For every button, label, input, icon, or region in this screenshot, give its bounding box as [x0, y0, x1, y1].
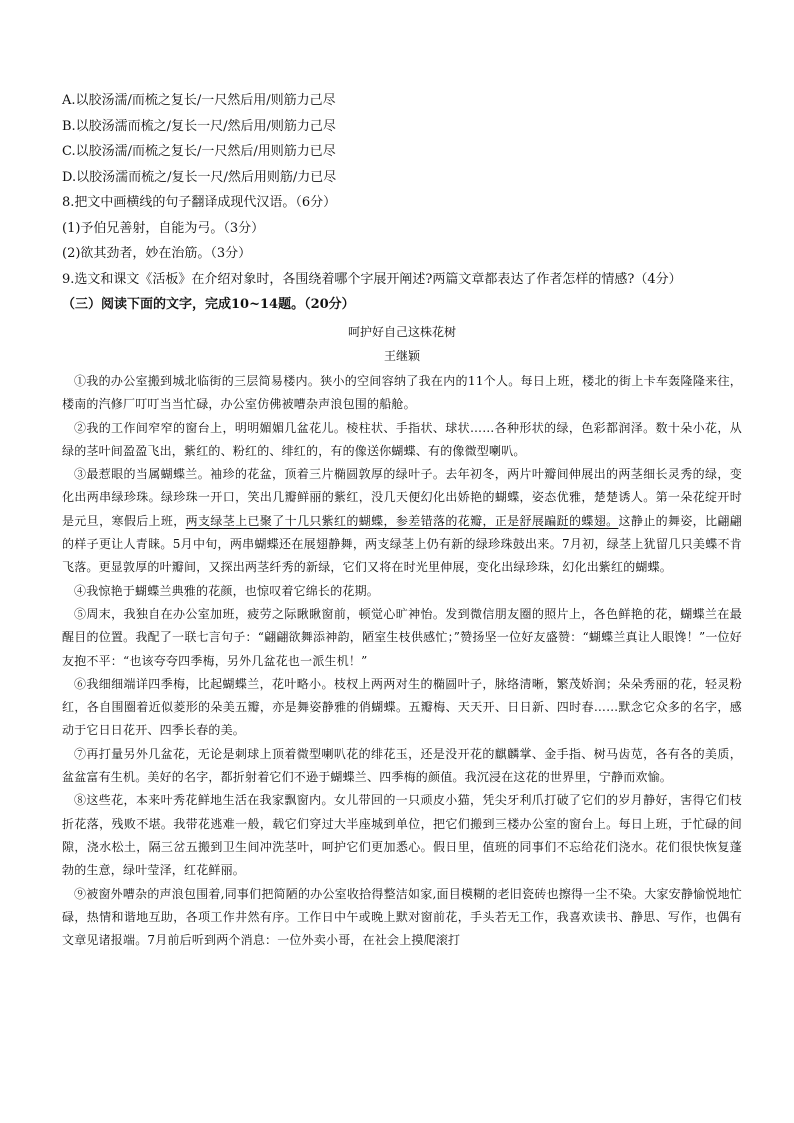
question-8-item-1: (1)予伯兄善射，自能为弓。（3分） [62, 220, 265, 236]
paragraph-8: ⑧这些花，本来叶秀花鲜地生活在我家飘窗内。女儿带回的一只顽皮小猫，凭尖牙利爪打破了它们的岁月静好，害得它们枝折花落，残败不堪。我带花逃难一般，载它们穿过大半座城到单位，把它们搬到三楼办公室的窗台上。每日上班，于忙碌的间隙，浇水松土，隔三岔五搬到卫生间冲洗茎叶，呵护它们更加悉心。假日里，值班的同事们不忘给花们浇水。花们很快恢复蓬勃的生意，绿叶莹泽，红花鲜丽。 [62, 793, 742, 878]
paragraph-4: ④我惊艳于蝴蝶兰典雅的花颜，也惊叹着它绵长的花期。 [74, 583, 380, 598]
section-3-heading: （三）阅读下面的文字，完成10~14题。（20分） [62, 297, 355, 312]
question-8-stem: 8.把文中画横线的句子翻译成现代汉语。（6分） [62, 195, 337, 210]
paragraph-5: ⑤周末，我独自在办公室加班，疲劳之际瞅瞅窗前，顿觉心旷神怡。发到微信朋友圈的照片上，各色鲜艳的花，蝴蝶兰在最醒目的位置。我配了一联七言句子：“翩翩欲舞添神韵，陋室生枝供感忙；”赞扬坚一位好友盛赞：“蝴蝶兰真让人眼馋！”一位好友抱不平：“也该夸夸四季梅，另外几盆花也一派生机！” [62, 606, 742, 668]
article-author: 王继颖 [383, 349, 420, 363]
paragraph-7: ⑦再打量另外几盆花，无论是刺球上顶着微型喇叭花的绯花玉，还是没开花的麒麟掌、金手指、树马齿苋，各有各的美质，盆盆富有生机。美好的名字，都折射着它们不逊于蝴蝶兰、四季梅的颜值。我沉浸在这花的世界里，宁静而欢愉。 [62, 746, 742, 785]
paragraph-1: ①我的办公室搬到城北临街的三层简易楼内。狭小的空间容纳了我在内的11个人。每日上班，楼北的街上卡车轰隆隆来往，楼南的汽修厂叮叮当当忙碌，办公室仿佛被嘈杂声浪包围的船舱。 [62, 374, 742, 412]
document-page [62, 88, 742, 952]
paragraph-3 [62, 463, 742, 579]
underlined-sentence: 两支绿茎上已聚了十几只紫红的蝴蝶，参差错落的花瓣，正是舒展蹁跹的蝶翅。 [185, 513, 619, 528]
paragraph-3-part-1: ③最惹眼的当属蝴蝶兰。袖珍的花盆，顶着三片椭圆敦厚的绿叶子。去年初冬，两片叶瓣间伸展出的两茎细长灵秀的绿，变化出两串绿珍珠。绿珍珠一开口，笑出几瓣鲜丽的紫红，没几天便幻化出娇艳的蝴蝶，姿态优雅，楚楚诱人。第一朵花绽开时是元旦，寒假后上班， [62, 467, 742, 528]
question-8-item-2: (2)欲其劲者，妙在治筋。（3分） [62, 246, 252, 261]
option-b: B.以胶汤濡而梳之/复长一尺/然后用/则筋力己尽 [62, 118, 336, 134]
option-c: C.以胶汤濡/而梳之复长/一尺然后/用则筋力已尽 [62, 144, 336, 159]
question-9: 9.选文和课文《活板》在介绍对象时，各围绕着哪个字展开阐述?两篇文章都表达了作者怎样的情感?（4分） [62, 271, 682, 287]
paragraph-2: ②我的工作间窄窄的窗台上，明明媚媚几盆花儿。棱柱状、手指状、球状……各种形状的绿，色彩都润泽。数十朵小花，从绿的茎叶间盈盈飞出，紫红的、粉红的、绯红的，有的像送你蝴蝶、有的像微型喇叭。 [62, 420, 742, 458]
paragraph-3-part-2: 这静止的舞姿，比翩翩的样子更让人青睐。5月中旬，两串蝴蝶还在展翅静舞，两支绿茎上仍有新的绿珍珠鼓出来。7月初，绿茎上犹留几只美蝶不肯飞落。更显敦厚的叶瓣间，又探出两茎纤秀的新绿，它们又将在时光里伸展，变化出绿珍珠，幻化出紫红的蝴蝶。 [62, 513, 742, 575]
option-d: D.以胶汤濡而梳之/复长一尺/然后用则筋/力已尽 [62, 169, 337, 185]
paragraph-9: ⑨被窗外嘈杂的声浪包围着,同事们把简陋的办公室收拾得整洁如家,面目模糊的老旧瓷砖也擦得一尘不染。大家安静愉悦地忙碌，热情和谐地互助，各项工作井然有序。工作日中午或晚上默对窗前花，手头若无工作，我喜欢读书、静思、写作，也偶有文章见诸报端。7月前后听到两个消息：一位外卖小哥，在社会上摸爬滚打 [62, 886, 742, 948]
article-title: 呵护好自己这株花树 [347, 325, 456, 339]
paragraph-6: ⑥我细细端详四季梅，比起蝴蝶兰，花叶略小。枝杈上两两对生的椭圆叶子，脉络清晰，繁茂娇润；朵朵秀丽的花，轻灵粉红，各自围圈着近似菱形的朵美五瓣，亦是舞姿静雅的俏蝴蝶。五瓣梅、天天开、日日新、四时春……默念它众多的名字，感动于它日日花开、四季长春的美。 [62, 676, 742, 738]
option-a: A.以胶汤濡/而梳之复长/一尺然后用/则筋力己尽 [62, 93, 336, 108]
